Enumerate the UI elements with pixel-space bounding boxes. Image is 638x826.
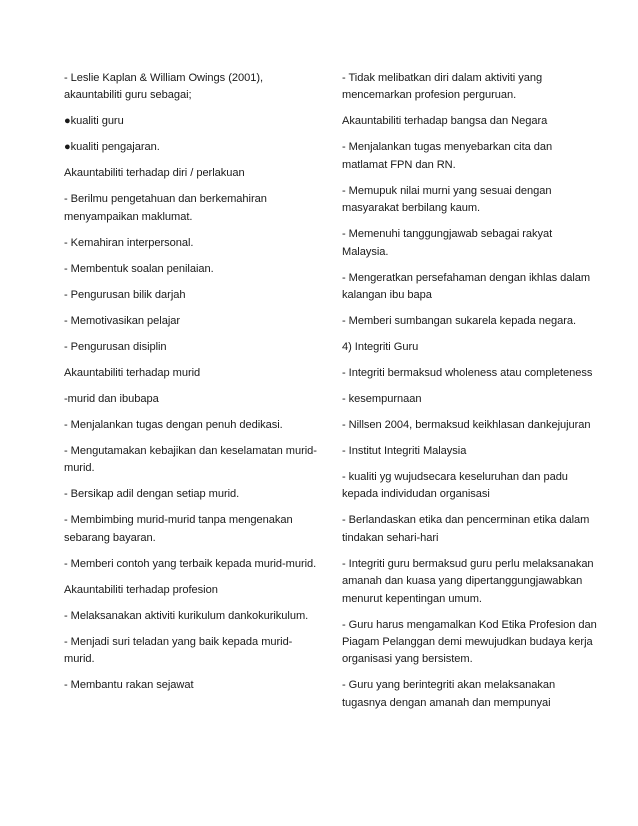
paragraph: - Memotivasikan pelajar bbox=[64, 314, 180, 327]
paragraph: - Institut Integriti Malaysia bbox=[342, 445, 467, 458]
paragraph: - kualiti yg wujudsecara keseluruhan dan padu kepada individudan organisasi bbox=[342, 471, 568, 501]
paragraph: - Menjalankan tugas dengan penuh dedikasi. bbox=[64, 418, 283, 431]
left-column bbox=[64, 70, 322, 703]
paragraph: - Memberi sumbangan sukarela kepada negara. bbox=[342, 315, 577, 328]
paragraph: -murid dan ibubapa bbox=[64, 392, 159, 405]
paragraph: - Berilmu pengetahuan dan berkemahiran menyampaikan maklumat. bbox=[64, 193, 267, 223]
paragraph: - Guru harus mengamalkan Kod Etika Profesion dan Piagam Pelanggan demi mewujudkan budaya kerja organisasi yang bersistem. bbox=[342, 618, 597, 666]
paragraph: - Memupuk nilai murni yang sesuai dengan masyarakat berbilang kaum. bbox=[342, 184, 552, 215]
paragraph: - Pengurusan disiplin bbox=[64, 340, 167, 353]
paragraph: - Menjadi suri teladan yang baik kepada murid-murid. bbox=[64, 635, 293, 666]
paragraph: - Mengutamakan kebajikan dan keselamatan murid-murid. bbox=[64, 444, 317, 475]
paragraph: - Memenuhi tanggungjawab sebagai rakyat Malaysia. bbox=[342, 228, 553, 258]
section-heading: Akauntabiliti terhadap bangsa dan Negara bbox=[342, 115, 548, 128]
paragraph: - Membentuk soalan penilaian. bbox=[64, 262, 214, 275]
paragraph: - Melaksanakan aktiviti kurikulum dankokurikulum. bbox=[64, 609, 309, 622]
paragraph: ●kualiti guru bbox=[64, 115, 124, 128]
right-column bbox=[342, 70, 598, 721]
paragraph: - Pengurusan bilik darjah bbox=[64, 288, 186, 301]
paragraph: - Integriti guru bermaksud guru perlu melaksanakan amanah dan kuasa yang dipertanggungjawabkan menurut kepentingan umum. bbox=[342, 557, 594, 605]
paragraph: - Berlandaskan etika dan pencerminan etika dalam tindakan sehari-hari bbox=[342, 514, 590, 544]
paragraph: - Integriti bermaksud wholeness atau completeness bbox=[342, 367, 593, 380]
paragraph: - kesempurnaan bbox=[342, 393, 422, 406]
paragraph: - Membimbing murid-murid tanpa mengenakan sebarang bayaran. bbox=[64, 514, 293, 544]
paragraph: - Memberi contoh yang terbaik kepada murid-murid. bbox=[64, 557, 317, 570]
paragraph: - Mengeratkan persefahaman dengan ikhlas dalam kalangan ibu bapa bbox=[342, 271, 591, 302]
paragraph: - Menjalankan tugas menyebarkan cita dan matlamat FPN dan RN. bbox=[342, 141, 553, 171]
paragraph: - Membantu rakan sejawat bbox=[64, 679, 194, 692]
section-heading: Akauntabiliti terhadap diri / perlakuan bbox=[64, 167, 245, 180]
paragraph: ●kualiti pengajaran. bbox=[64, 141, 160, 154]
section-heading: Akauntabiliti terhadap profesion bbox=[64, 583, 218, 596]
section-heading: 4) Integriti Guru bbox=[342, 341, 419, 354]
paragraph: - Guru yang berintegriti akan melaksanakan tugasnya dengan amanah dan mempunyai bbox=[342, 679, 556, 709]
paragraph: - Tidak melibatkan diri dalam aktiviti yang mencemarkan profesion perguruan. bbox=[342, 72, 543, 102]
paragraph: - Nillsen 2004, bermaksud keikhlasan dankejujuran bbox=[342, 419, 591, 432]
paragraph: - Leslie Kaplan & William Owings (2001), akauntabiliti guru sebagai; bbox=[64, 72, 263, 102]
section-heading: Akauntabiliti terhadap murid bbox=[64, 366, 201, 379]
paragraph: - Bersikap adil dengan setiap murid. bbox=[64, 488, 240, 501]
paragraph: - Kemahiran interpersonal. bbox=[64, 236, 194, 249]
